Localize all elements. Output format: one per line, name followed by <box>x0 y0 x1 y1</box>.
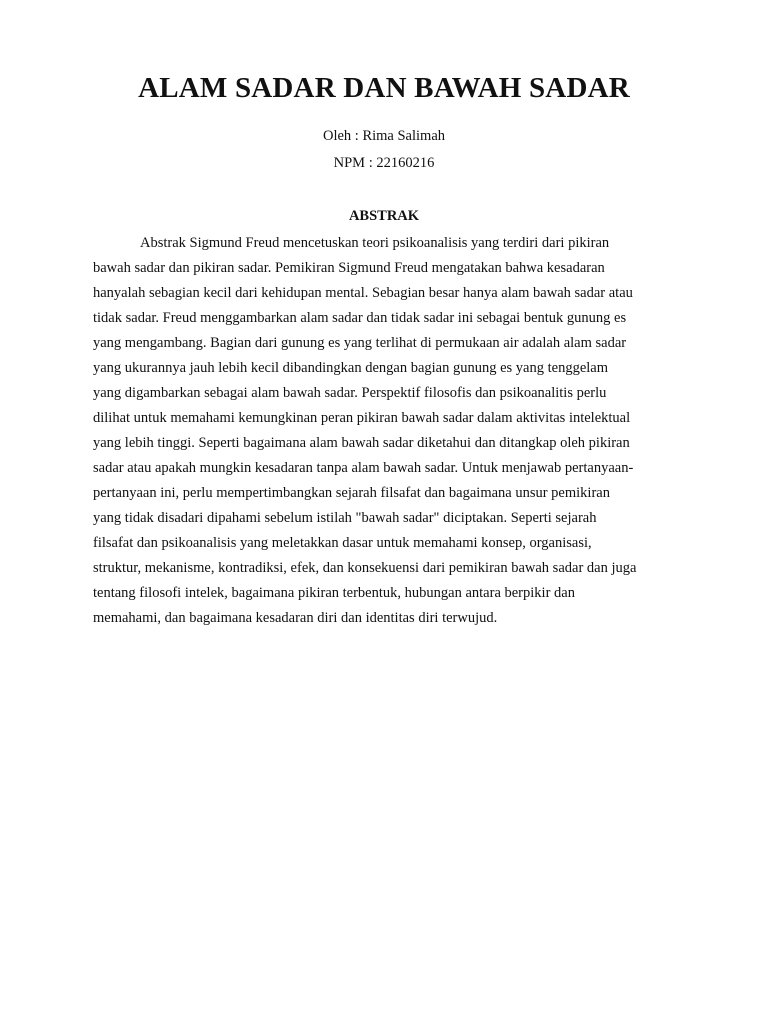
abstract-line: sadar atau apakah mungkin kesadaran tanpa alam bawah sadar. Untuk menjawab pertanyaan- <box>93 460 634 476</box>
abstract-line: yang tidak disadari dipahami sebelum istilah "bawah sadar" diciptakan. Seperti sejarah <box>93 510 597 526</box>
abstract-heading: ABSTRAK <box>348 208 420 224</box>
abstract-line: hanyalah sebagian kecil dari kehidupan mental. Sebagian besar hanya alam bawah sadar atau <box>93 285 633 301</box>
student-id-line: NPM : 22160216 <box>333 155 435 171</box>
abstract-paragraph <box>93 231 675 631</box>
abstract-line: Abstrak Sigmund Freud mencetuskan teori psikoanalisis yang terdiri dari pikiran <box>140 235 610 251</box>
abstract-line: yang mengambang. Bagian dari gunung es yang terlihat di permukaan air adalah alam sadar <box>93 335 627 351</box>
abstract-line: yang lebih tinggi. Seperti bagaimana alam bawah sadar diketahui dan ditangkap oleh pikiran <box>93 435 630 451</box>
abstract-line: memahami, dan bagaimana kesadaran diri dan identitas diri terwujud. <box>93 610 498 626</box>
abstract-line: yang digambarkan sebagai alam bawah sadar. Perspektif filosofis dan psikoanalitis perlu <box>93 385 607 401</box>
abstract-line: struktur, mekanisme, kontradiksi, efek, dan konsekuensi dari pemikiran bawah sadar dan juga <box>93 560 637 576</box>
abstract-line: tentang filosofi intelek, bagaimana pikiran terbentuk, hubungan antara berpikir dan <box>93 585 575 601</box>
abstract-line: tidak sadar. Freud menggambarkan alam sadar dan tidak sadar ini sebagai bentuk gunung es <box>93 310 627 326</box>
author-line: Oleh : Rima Salimah <box>322 128 446 144</box>
paper-title: ALAM SADAR DAN BAWAH SADAR <box>138 72 630 104</box>
abstract-line: yang ukurannya jauh lebih kecil dibandingkan dengan bagian gunung es yang tenggelam <box>93 360 609 376</box>
abstract-line: bawah sadar dan pikiran sadar. Pemikiran Sigmund Freud mengatakan bahwa kesadaran <box>93 260 605 276</box>
abstract-line: filsafat dan psikoanalisis yang meletakkan dasar untuk memahami konsep, organisasi, <box>93 535 592 551</box>
abstract-line: dilihat untuk memahami kemungkinan peran pikiran bawah sadar dalam aktivitas intelektual <box>93 410 631 426</box>
abstract-line: pertanyaan ini, perlu mempertimbangkan sejarah filsafat dan bagaimana unsur pemikiran <box>93 485 610 501</box>
